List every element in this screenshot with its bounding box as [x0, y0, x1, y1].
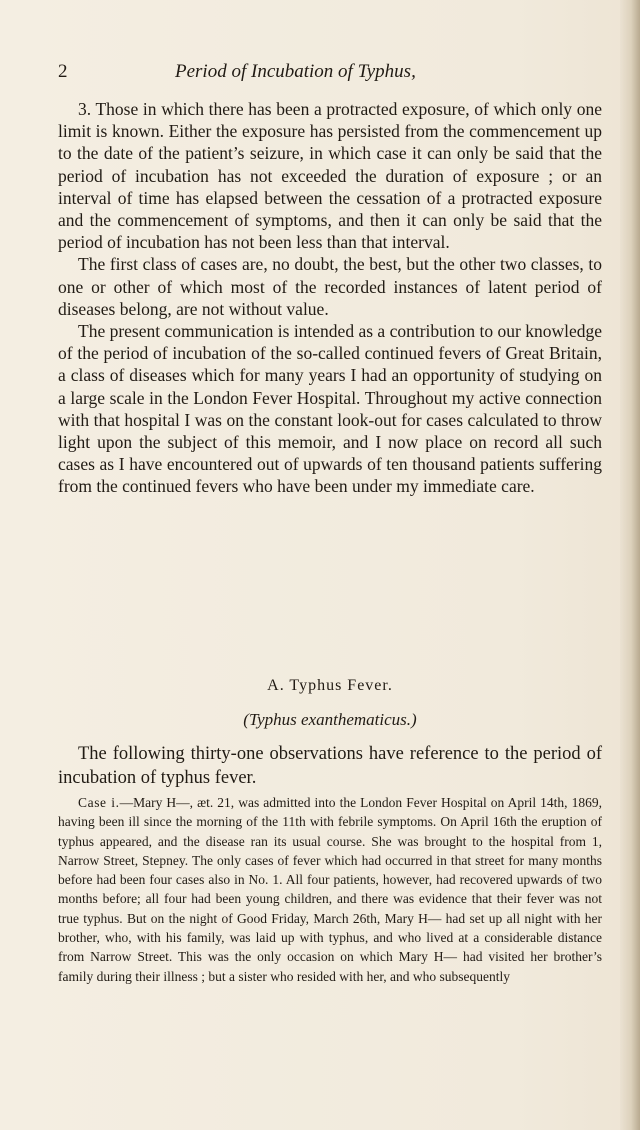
section-intro [58, 742, 602, 790]
running-head: Period of Incubation of Typhus, [175, 61, 416, 82]
intro-paragraph: The following thirty-one observations have reference to the period of incubation of typhus fever. [58, 744, 602, 788]
paragraph-1: 3. Those in which there has been a protracted exposure, of which only one limit is known. Either the exposure has persisted from the commencement up to the date of the patient’s seizure, in which case it can only be said that the period of incubation has not exceeded the duration of exposure ; or an interval of time has elapsed between the cessation of a protracted exposure and the commencement of symptoms, and then it can only be said that the period of incubation has not been less than that interval. [58, 99, 602, 253]
paragraph-3: The present communication is intended as a contribution to our knowledge of the period of incubation of the so-called continued fevers of Great Britain, a class of diseases which for many years I had an opportunity of studying on a large scale in the London Fever Hospital. Throughout my active connection with that hospital I was on the constant look-out for cases calculated to throw light upon the subject of this memoir, and I now place on record all such cases as I have encountered out of upwards of ten thousand patients suffering from the continued fevers who have been under my immediate care. [58, 321, 602, 497]
body-text [58, 98, 602, 498]
page-edge-shadow [620, 0, 640, 1130]
section-subheading: (Typhus exanthematicus.) [243, 710, 417, 729]
paragraph-2: The first class of cases are, no doubt, the best, but the other two classes, to one or other of which most of the recorded instances of latent period of diseases belong, are not without value. [58, 254, 602, 319]
case-report [58, 793, 602, 986]
section-heading: A. Typhus Fever. [267, 677, 393, 694]
case-label: Case i. [78, 795, 120, 810]
case-body: —Mary H—, æt. 21, was admitted into the London Fever Hospital on April 14th, 1869, having been ill since the morning of the 11th with febrile symptoms. On April 16th the eruption of typhus appeared, and the disease ran its usual course. She was brought to the hospital from 1, Narrow Street, Stepney. The only cases of fever which had occurred in that street for many months before had been four cases also in No. 1. All four patients, however, had recovered upwards of two months before; all four had been young children, and there was evidence that their fever was not true typhus. But on the night of Good Friday, March 26th, Mary H— had set up all night with her brother, who, with his family, was laid up with typhus, and who lived at a considerable distance from Narrow Street. This was the only occasion on which Mary H— had visited her brother’s family during their illness ; but a sister who resided with her, and who subsequently [58, 795, 602, 984]
case-paragraph [58, 793, 602, 986]
page-header [58, 60, 608, 88]
page-number: 2 [58, 61, 68, 82]
